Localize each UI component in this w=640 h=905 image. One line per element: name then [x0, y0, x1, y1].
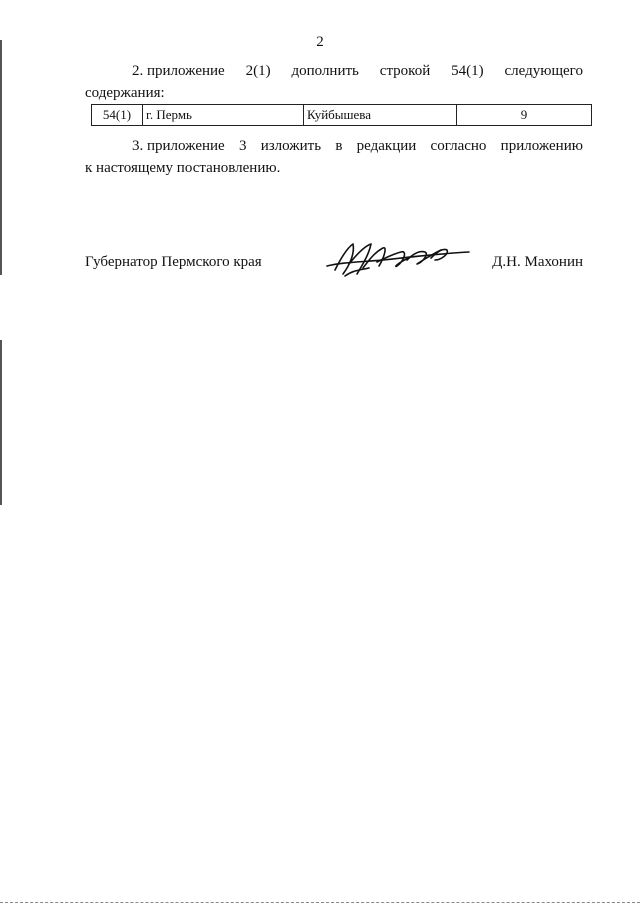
paragraph-word: 3	[238, 138, 247, 154]
table-cell-city: г. Пермь	[143, 105, 304, 126]
paragraph-word: дополнить	[291, 63, 359, 79]
paragraph-word: 2(1)	[245, 63, 271, 79]
paragraph-word: редакции	[356, 138, 417, 154]
paragraph-2-line-2: содержания:	[85, 85, 165, 101]
paragraph-word: следующего	[504, 63, 583, 79]
scan-edge-mark	[0, 340, 2, 505]
table-cell-number: 54(1)	[92, 105, 143, 126]
paragraph-word: согласно	[430, 138, 487, 154]
paragraph-2	[85, 60, 583, 104]
signature-block	[85, 252, 583, 278]
table-cell-house: 9	[457, 105, 592, 126]
signatory-title: Губернатор Пермского края	[85, 254, 262, 270]
paragraph-3-line-1	[85, 135, 583, 157]
paragraph-2-line-1	[85, 60, 583, 82]
page-number: 2	[316, 34, 324, 50]
paragraph-word: приложению	[500, 138, 583, 154]
paragraph-word: 54(1)	[451, 63, 484, 79]
scan-edge-mark	[0, 40, 2, 275]
amendment-table	[91, 104, 592, 126]
table-row	[92, 105, 592, 126]
paragraph-3-line-2: к настоящему постановлению.	[85, 160, 281, 176]
handwritten-signature	[323, 240, 473, 280]
paragraph-word: 2. приложение	[132, 63, 225, 79]
paragraph-word: 3. приложение	[132, 138, 225, 154]
paragraph-word: изложить	[260, 138, 322, 154]
paragraph-3	[85, 135, 583, 179]
scan-bottom-edge	[0, 902, 640, 904]
signatory-name: Д.Н. Махонин	[492, 254, 583, 270]
paragraph-word: строкой	[379, 63, 431, 79]
table-cell-street: Куйбышева	[304, 105, 457, 126]
paragraph-word: в	[335, 138, 343, 154]
